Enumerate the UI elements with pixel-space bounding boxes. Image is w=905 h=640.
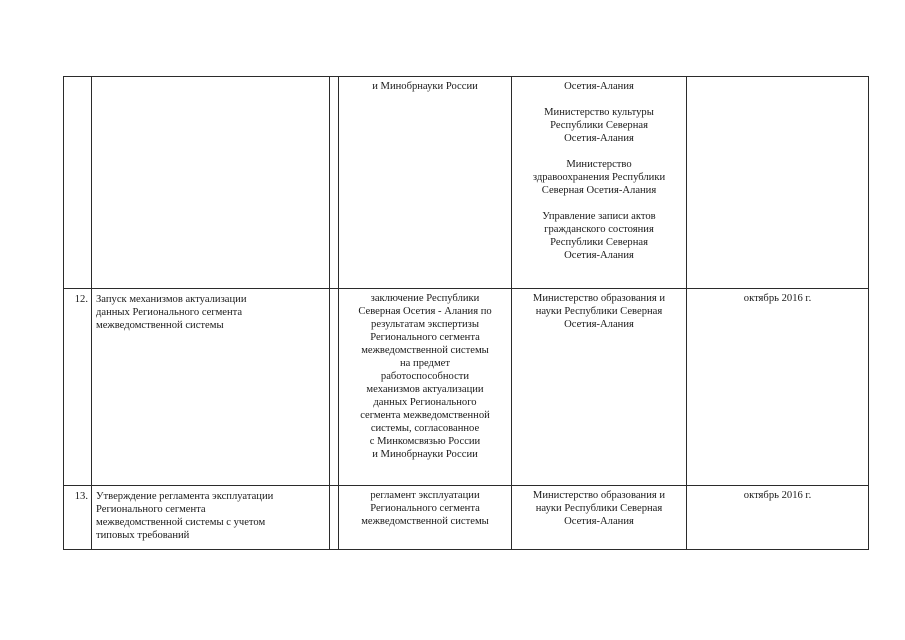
executor-text: Осетия-Алания — [564, 81, 634, 92]
result-text: регламент эксплуатации Регионального сегмента межведомственной системы — [361, 490, 489, 527]
term-cell — [687, 289, 869, 486]
activity-name-cell — [92, 289, 330, 486]
term-cell — [687, 77, 869, 289]
table-row — [64, 77, 869, 289]
action-plan-table — [63, 76, 869, 550]
table-row — [64, 486, 869, 550]
result-cell — [339, 77, 512, 289]
term-text: октябрь 2016 г. — [743, 293, 812, 304]
activity-name-cell — [92, 486, 330, 550]
term-cell — [687, 486, 869, 550]
row-number: 13. — [74, 491, 88, 502]
table-row — [64, 289, 869, 486]
spacer-cell — [330, 486, 339, 550]
spacer-cell — [330, 77, 339, 289]
executor-text: Министерство культуры Республики Северная Осетия-Алания — [544, 107, 654, 144]
executor-cell — [512, 77, 687, 289]
activity-name-cell — [92, 77, 330, 289]
row-number-cell — [64, 486, 92, 550]
result-cell — [339, 486, 512, 550]
executor-cell — [512, 486, 687, 550]
row-number: 12. — [74, 294, 88, 305]
activity-name: Утверждение регламента эксплуатации Регионального сегмента межведомственной системы с учетом типовых требований — [96, 491, 274, 541]
result-text: заключение Республики Северная Осетия - Алания по результатам экспертизы Регионального сегмента межведомственной системы на предмет работоспособности механизмов актуализации данных Регионального сегмента межведомственной системы, согласованное с Минкомсвязью России и Минобрнауки России — [358, 293, 492, 460]
executor-cell — [512, 289, 687, 486]
executor-text: Министерство образования и науки Республики Северная Осетия-Алания — [532, 293, 666, 330]
row-number-cell — [64, 77, 92, 289]
result-cell — [339, 289, 512, 486]
executor-text: Министерство здравоохранения Республики Северная Осетия-Алания — [532, 159, 666, 196]
activity-name: Запуск механизмов актуализации данных Регионального сегмента межведомственной системы — [96, 294, 247, 331]
result-text: и Минобрнауки России — [372, 81, 478, 92]
spacer-cell — [330, 289, 339, 486]
term-text: октябрь 2016 г. — [743, 490, 812, 501]
executor-text: Министерство образования и науки Республики Северная Осетия-Алания — [532, 490, 666, 527]
executor-text: Управление записи актов гражданского состояния Республики Северная Осетия-Алания — [542, 211, 656, 261]
row-number-cell — [64, 289, 92, 486]
